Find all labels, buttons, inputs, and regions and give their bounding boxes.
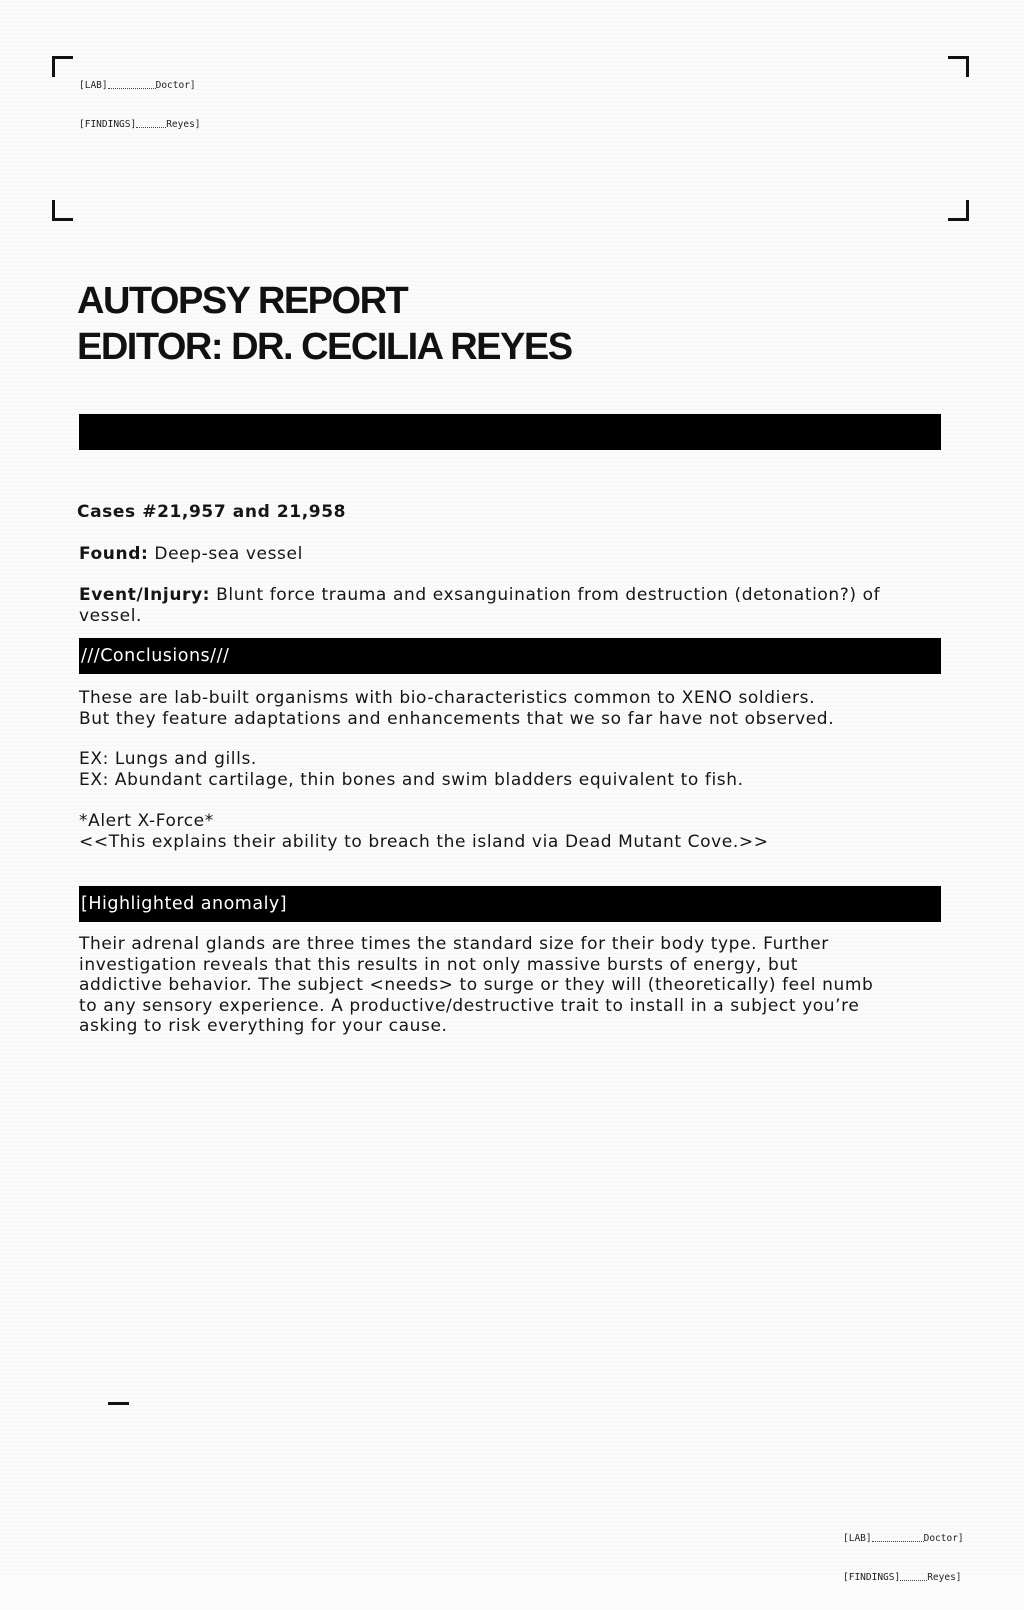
event-label: Event/Injury: xyxy=(79,585,211,605)
stamp-findings-label: [FINDINGS] xyxy=(843,1572,901,1583)
event-value-line-1: Blunt force trauma and exsanguination from destruction (detonation?) of xyxy=(216,585,881,605)
conclusions-p1-line-2: But they feature adaptations and enhancements that we so far have not observed. xyxy=(79,708,835,729)
stamp-dots xyxy=(900,1571,927,1581)
alert-note: <<This explains their ability to breach the island via Dead Mutant Cove.>> xyxy=(79,831,769,852)
anomaly-line: investigation reveals that this results in not only massive bursts of energy, but xyxy=(79,954,798,975)
crop-mark-bottom-left xyxy=(52,200,73,221)
example-2: EX: Abundant cartilage, thin bones and swim bladders equivalent to fish. xyxy=(79,769,744,790)
crop-mark-top-left xyxy=(52,56,73,77)
lab-findings-stamp-bottom xyxy=(843,1506,964,1610)
event-line xyxy=(79,585,929,626)
title-line-1: AUTOPSY REPORT xyxy=(77,280,408,322)
stamp-lab-value: Doctor] xyxy=(155,80,196,91)
stamp-findings-label: [FINDINGS] xyxy=(79,119,137,130)
report-title xyxy=(77,278,572,370)
alert-title: *Alert X-Force* xyxy=(79,811,214,831)
example-1: EX: Lungs and gills. xyxy=(79,749,257,769)
alert-block xyxy=(79,811,929,852)
stamp-lab-label: [LAB] xyxy=(79,80,108,91)
conclusions-body xyxy=(79,688,929,729)
stamp-findings-value: Reyes] xyxy=(166,119,201,130)
found-value: Deep-sea vessel xyxy=(154,544,303,564)
stamp-dots xyxy=(136,118,166,128)
lab-findings-stamp-top xyxy=(79,53,201,157)
event-value-line-2: vessel. xyxy=(79,605,143,626)
anomaly-header: [Highlighted anomaly] xyxy=(81,894,288,914)
conclusions-examples xyxy=(79,749,929,790)
anomaly-line: addictive behavior. The subject <needs> to surge or they will (theoretically) feel numb xyxy=(79,975,874,995)
found-line xyxy=(79,544,929,565)
redaction-bar xyxy=(79,414,941,450)
crop-mark-bottom-right xyxy=(948,200,969,221)
page-dash-mark xyxy=(108,1402,129,1405)
anomaly-header-bar xyxy=(79,886,941,922)
stamp-lab-label: [LAB] xyxy=(843,1533,872,1544)
case-numbers: Cases #21,957 and 21,958 xyxy=(77,502,347,522)
stamp-dots xyxy=(108,79,156,89)
anomaly-line: to any sensory experience. A productive/destructive trait to install in a subject you’re xyxy=(79,995,860,1016)
title-line-2: EDITOR: DR. CECILIA REYES xyxy=(77,326,572,368)
stamp-findings-value: Reyes] xyxy=(927,1572,962,1583)
conclusions-header-bar xyxy=(79,638,941,674)
stamp-lab-value: Doctor] xyxy=(923,1533,964,1544)
conclusions-p1-line-1: These are lab-built organisms with bio-characteristics common to XENO soldiers. xyxy=(79,688,816,708)
conclusions-header: ///Conclusions/// xyxy=(81,646,230,666)
anomaly-body xyxy=(79,934,929,1037)
anomaly-line: asking to risk everything for your cause. xyxy=(79,1016,448,1036)
crop-mark-top-right xyxy=(948,56,969,77)
found-label: Found: xyxy=(79,544,149,564)
stamp-dots xyxy=(872,1532,924,1542)
anomaly-line: Their adrenal glands are three times the standard size for their body type. Further xyxy=(79,934,829,954)
